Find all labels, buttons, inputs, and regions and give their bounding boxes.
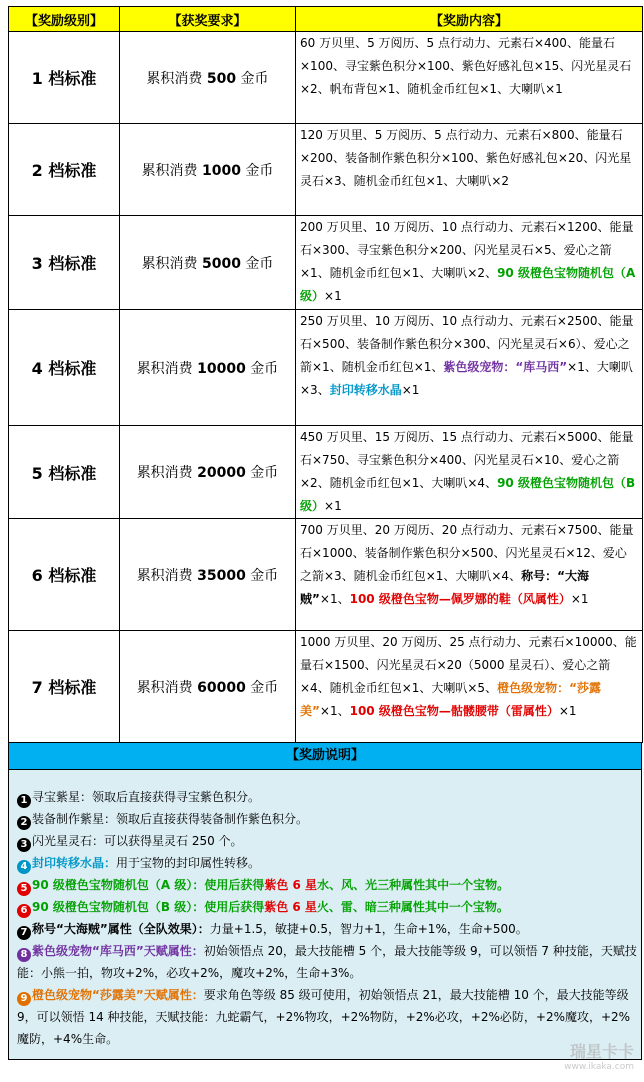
content-segment: 120 万贝里、5 万阅历、5 点行动力、元素石×800、能量石×200、装备制作紫色积分×100、紫色好感礼包×20、闪光星灵石×3、随机金币红包×1、大喇叭×2: [300, 128, 632, 188]
requirement-suffix: 金币: [240, 255, 274, 272]
content-segment: ×1: [570, 592, 589, 606]
note-segment: 装备制作紫星：领取后直接获得装备制作紫色积分。: [32, 812, 309, 826]
requirement-prefix: 累积消费: [146, 70, 207, 87]
tier-level: 6 档标准: [9, 519, 120, 631]
note-segment: 水、风、光三种属性其中一个宝物。: [317, 878, 510, 892]
header-requirement: 【获奖要求】: [120, 7, 296, 32]
tier-row: [9, 310, 643, 426]
tier-row: [9, 631, 643, 743]
content-segment: 90 级橙色宝物随机包（A 级）: [300, 266, 636, 303]
requirement-amount: 500: [206, 70, 237, 87]
watermark-url: www.ikaka.com: [564, 1062, 634, 1072]
tier-requirement: [120, 631, 296, 743]
requirement-amount: 1000: [202, 162, 241, 179]
tier-requirement: [120, 519, 296, 631]
note-segment: 用于宝物的封印属性转移。: [116, 856, 261, 870]
tier-level: 3 档标准: [9, 216, 120, 310]
note-segment: 力量+1.5，敏捷+0.5，智力+1，生命+1%，生命+500。: [209, 922, 528, 936]
note-number-badge: 6: [17, 904, 31, 918]
tier-content: [296, 124, 643, 216]
tier-rows: [9, 32, 643, 743]
requirement-suffix: 金币: [245, 679, 279, 696]
content-segment: 称号：“大海贼”: [300, 569, 589, 606]
tier-content: [296, 32, 643, 124]
note-segment: 寻宝紫星：领取后直接获得寻宝紫色积分。: [32, 790, 261, 804]
tier-requirement: [120, 216, 296, 310]
requirement-amount: 35000: [197, 567, 246, 584]
content-segment: 450 万贝里、15 万阅历、15 点行动力、元素石×5000、能量石×750、寻宝紫色积分×400、闪光星灵石×10、爱心之箭×2、随机金币红包×1、大喇叭×4、: [300, 430, 634, 490]
content-segment: ×1: [558, 704, 577, 718]
tier-level: 7 档标准: [9, 631, 120, 743]
tier-content: [296, 426, 643, 519]
note-item: [17, 896, 639, 918]
note-item: [17, 918, 639, 940]
requirement-prefix: 累积消费: [141, 162, 203, 179]
tier-row: [9, 216, 643, 310]
tier-content: [296, 519, 643, 631]
tier-level: 5 档标准: [9, 426, 120, 519]
header-level: 【奖励级别】: [9, 7, 120, 32]
content-segment: 200 万贝里、10 万阅历、10 点行动力、元素石×1200、能量石×300、寻宝紫色积分×200、闪光星灵石×5、爱心之箭×1、随机金币红包×1、大喇叭×2、: [300, 220, 634, 280]
note-item: [17, 852, 639, 874]
requirement-prefix: 累积消费: [141, 255, 203, 272]
tier-requirement: [120, 310, 296, 426]
requirement-suffix: 金币: [245, 465, 279, 481]
note-segment: 要求角色等级 85 级可使用，初始领悟点 21，最大技能槽 10 个，最大技能等级 9，可以领悟 14 种技能，天赋技能：九蛇霸气，+2%物攻，+2%物防，+2%必攻，+2%必防，+2%魔攻，+2%魔防，+4%生命。: [17, 988, 631, 1046]
requirement-prefix: 累积消费: [136, 679, 198, 696]
note-segment: 初始领悟点 20，最大技能槽 5 个，最大技能等级 9，可以领悟 7 种技能，天赋技能：小熊一拍，物攻+2%，必攻+2%，魔攻+2%，生命+3%。: [17, 944, 637, 980]
requirement-suffix: 金币: [245, 567, 279, 584]
note-number-badge: 8: [17, 948, 31, 962]
content-segment: 250 万贝里、10 万阅历、10 点行动力、元素石×2500、能量石×500、装备制作紫色积分×300、闪光星灵石×6）、爱心之箭×1、随机金币红包×1、: [300, 314, 634, 374]
note-item: [17, 984, 639, 1050]
note-segment: 橙色级宠物“莎露美”天赋属性：: [32, 988, 204, 1002]
content-segment: 紫色级宠物：“库马西”: [443, 360, 568, 374]
requirement-prefix: 累积消费: [136, 360, 198, 377]
content-segment: 60 万贝里、5 万阅历、5 点行动力、元素石×400、能量石×100、寻宝紫色积分×100、紫色好感礼包×15、闪光星灵石×2、帆布背包×1、随机金币红包×1、大喇叭×1: [300, 36, 632, 96]
requirement-prefix: 累积消费: [136, 567, 198, 584]
note-item: [17, 940, 639, 984]
content-segment: 100 级橙色宝物—骷髅腰带（雷属性）: [349, 704, 559, 718]
content-segment: 橙色级宠物：“莎露美”: [300, 681, 601, 718]
tier-content: [296, 216, 643, 310]
watermark: [564, 1039, 634, 1072]
note-item: [17, 786, 639, 808]
requirement-amount: 10000: [197, 360, 246, 377]
tier-level: 4 档标准: [9, 310, 120, 426]
tier-level: 1 档标准: [9, 32, 120, 124]
note-segment: 紫色级宠物“库马西”天赋属性：: [32, 944, 204, 958]
note-segment: 封印转移水晶：: [32, 856, 117, 870]
requirement-suffix: 金币: [240, 162, 274, 179]
explanation-notes: [8, 770, 642, 1060]
note-segment: 火、雷、暗三种属性其中一个宝物。: [316, 900, 509, 914]
content-segment: ×1、大喇叭×3、: [300, 360, 633, 397]
note-item: [17, 808, 639, 830]
requirement-suffix: 金币: [236, 70, 269, 87]
tier-row: [9, 426, 643, 519]
tier-requirement: [120, 124, 296, 216]
note-segment: 紫色 6 星: [264, 900, 317, 914]
requirement-amount: 20000: [197, 465, 246, 481]
note-number-badge: 3: [17, 838, 31, 852]
note-item: [17, 874, 639, 896]
tier-requirement: [120, 32, 296, 124]
watermark-title: 瑞星卡卡: [569, 1042, 634, 1061]
tier-requirement: [120, 426, 296, 519]
table-header-row: [9, 7, 643, 32]
reward-document: [8, 6, 642, 1060]
tier-row: [9, 124, 643, 216]
content-segment: 700 万贝里、20 万阅历、20 点行动力、元素石×7500、能量石×1000、装备制作紫色积分×500、闪光星灵石×12、爱心之箭×3、随机金币红包×1、大喇叭×4、: [300, 523, 634, 583]
note-item: [17, 830, 639, 852]
content-segment: 1000 万贝里、20 万阅历、25 点行动力、元素石×10000、能量石×1500、闪光星灵石×20（5000 星灵石）、爱心之箭×4、随机金币红包×1、大喇叭×5、: [300, 635, 637, 695]
reward-table: [8, 6, 643, 743]
content-segment: ×1、: [319, 592, 350, 606]
explanation-title: 【奖励说明】: [8, 743, 642, 770]
tier-level: 2 档标准: [9, 124, 120, 216]
note-segment: 90 级橙色宝物随机包（B 级）：使用后获得: [32, 900, 265, 914]
content-segment: ×1: [324, 289, 342, 303]
note-segment: 90 级橙色宝物随机包（A 级）：使用后获得: [32, 878, 265, 892]
note-number-badge: 2: [17, 816, 31, 830]
requirement-amount: 5000: [202, 255, 241, 272]
content-segment: 90 级橙色宝物随机包（B 级）: [300, 476, 636, 513]
content-segment: 封印转移水晶: [329, 383, 402, 397]
requirement-amount: 60000: [197, 679, 246, 696]
content-segment: ×1: [401, 383, 420, 397]
note-number-badge: 7: [17, 926, 31, 940]
content-segment: ×1、: [319, 704, 350, 718]
note-segment: 称号“大海贼”属性（全队效果）：: [32, 922, 210, 936]
requirement-suffix: 金币: [245, 360, 279, 377]
tier-content: [296, 631, 643, 743]
note-number-badge: 9: [17, 992, 31, 1006]
requirement-prefix: 累积消费: [136, 465, 198, 481]
content-segment: ×1: [324, 499, 342, 513]
content-segment: 100 级橙色宝物—佩罗娜的鞋（风属性）: [349, 592, 571, 606]
tier-content: [296, 310, 643, 426]
note-number-badge: 5: [17, 882, 31, 896]
note-segment: 紫色 6 星: [264, 878, 318, 892]
tier-row: [9, 519, 643, 631]
note-number-badge: 1: [17, 794, 31, 808]
tier-row: [9, 32, 643, 124]
header-content: 【奖励内容】: [296, 7, 643, 32]
note-number-badge: 4: [17, 860, 31, 874]
note-segment: 闪光星灵石：可以获得星灵石 250 个。: [32, 834, 243, 848]
